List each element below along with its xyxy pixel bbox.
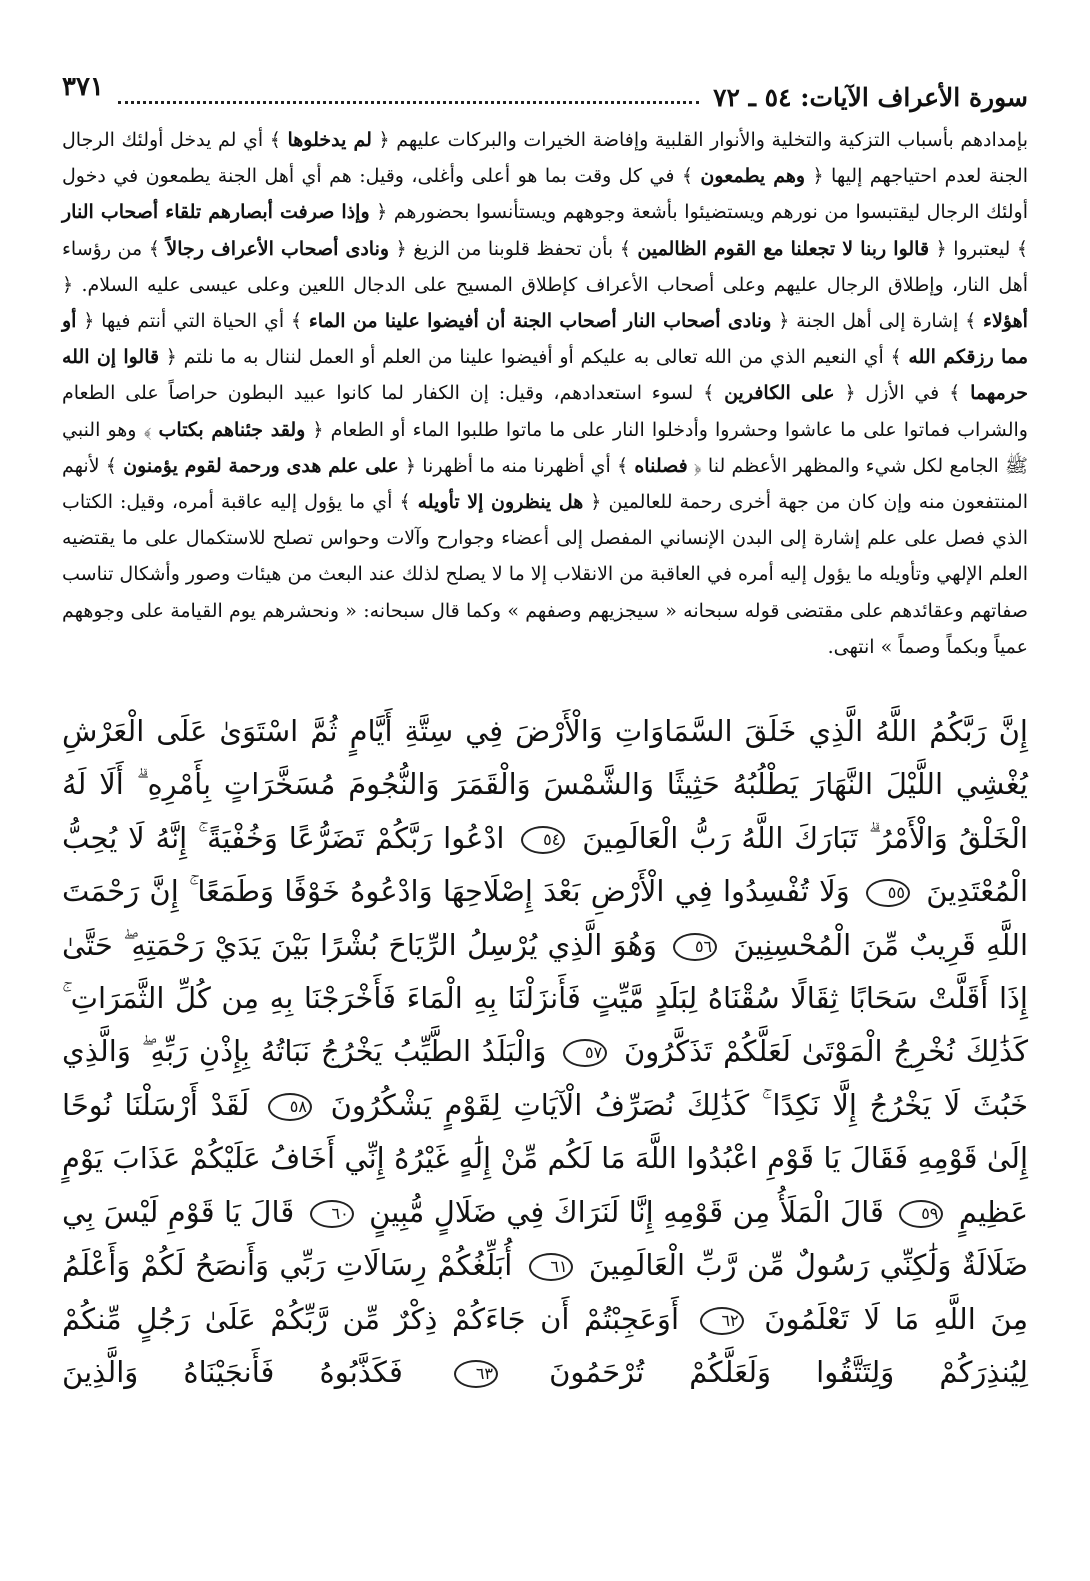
- quoted-verse-text: على الكافرين: [724, 382, 835, 405]
- commentary-run: في الأزل: [855, 382, 950, 405]
- ornate-bracket-close: ﴾: [105, 454, 124, 477]
- ornate-bracket-open: ﴿: [76, 310, 95, 333]
- quoted-verse-segment: [617, 455, 702, 477]
- ornate-bracket-close: ﴾: [143, 418, 159, 441]
- quoted-verse-text: وإذا صرفت أبصارهم تلقاء أصحاب النار: [62, 201, 370, 224]
- ornate-bracket-open: ﴿: [389, 237, 407, 260]
- ornate-bracket-close: ﴾: [890, 346, 909, 369]
- ornate-bracket-open: ﴿: [771, 310, 790, 333]
- quoted-verse-text: فصلناه: [634, 454, 688, 477]
- quoted-verse-segment: [682, 165, 824, 187]
- ornate-bracket-open: ﴿: [305, 418, 324, 441]
- quoted-verse-text: على علم هدى ورحمة لقوم يؤمنون: [123, 454, 399, 477]
- commentary-run: إشارة إلى أهل الجنة: [789, 310, 966, 333]
- ornate-bracket-close: ﴾: [290, 310, 309, 333]
- verse-text: قَالَ الْمَلَأُ مِن قَوْمِهِ إِنَّا لَنَرَاكَ فِي ضَلَالٍ مُّبِينٍ: [369, 1194, 884, 1229]
- ornate-bracket-close: ﴾: [1016, 237, 1028, 260]
- commentary-text: [62, 122, 1028, 665]
- ayah-number-marker: ٥٤: [521, 826, 565, 854]
- verse-text: فَكَذَّبُوهُ فَأَنجَيْنَاهُ وَالَّذِينَ: [62, 1354, 403, 1389]
- ornate-bracket-open: ﴿: [159, 346, 177, 369]
- verse-text: أُبَلِّغُكُمْ رِسَالَاتِ رَبِّي وَأَنصَحُ لَكُمْ وَأَعْلَمُ مِنَ اللَّهِ مَا لَا تَعْلَمُونَ: [62, 1248, 1028, 1336]
- ornate-bracket-close: ﴾: [619, 237, 638, 260]
- quoted-verse-text: أو مما رزقكم الله: [62, 310, 1028, 369]
- quoted-verse-segment: [620, 238, 947, 260]
- header-dotted-leader: [118, 101, 699, 104]
- commentary-run: أي أظهرنا منه ما أظهرنا: [416, 454, 617, 477]
- ornate-bracket-open: ﴿: [369, 201, 388, 224]
- quoted-verse-text: قالوا ربنا لا تجعلنا مع القوم الظالمين: [637, 237, 930, 260]
- verse-text: ادْعُوا رَبَّكُمْ تَضَرُّعًا وَخُفْيَةً ۚ إِنَّهُ لَا يُحِبُّ الْمُعْتَدِينَ: [62, 820, 1029, 909]
- commentary-run: لسوء استعدادهم، وقيل: إن الكفار لما كانوا عبيد البطون حراصاً على الطعام والشراب فماتوا على ما عاشوا وحشروا وأدخلوا النار على ما ماتوا طلبوا الماء أو الطعام: [62, 382, 1028, 441]
- ornate-bracket-open: ﴿: [371, 129, 390, 151]
- ornate-bracket-open: ﴿: [687, 454, 702, 477]
- verse-text: لَقَدْ أَرْسَلْنَا نُوحًا إِلَىٰ قَوْمِهِ فَقَالَ يَا قَوْمِ اعْبُدُوا اللَّهَ مَا لَكُم مِّنْ إِلَٰهٍ غَيْرُهُ إِنِّي أَخَافُ عَلَيْكُمْ عَذَابَ يَوْمٍ عَظِيمٍ: [62, 1087, 1029, 1229]
- surah-header-title: سورة الأعراف الآيات: ٥٤ ـ ٧٢: [713, 83, 1028, 112]
- ornate-bracket-close: ﴾: [399, 491, 418, 514]
- ayah-number-marker: ٦٠: [310, 1200, 354, 1228]
- commentary-run: أي لم يدخل أولئك الرجال الجنة لعدم احتياجهم إليها: [62, 129, 1028, 188]
- quoted-verse-text: هل ينظرون إلا تأويله: [417, 491, 584, 514]
- quoted-verse-text: ونادى أصحاب الأعراف رجالاً: [166, 237, 390, 260]
- ornate-bracket-close: ﴾: [949, 382, 971, 405]
- verse-text: أَوَعَجِبْتُمْ أَن جَاءَكُمْ ذِكْرٌ مِّن رَّبِّكُمْ عَلَىٰ رَجُلٍ مِّنكُمْ لِيُنذِرَكُمْ وَلِتَتَّقُوا وَلَعَلَّكُمْ تُرْحَمُونَ: [62, 1301, 1028, 1389]
- quoted-verse-segment: [149, 238, 407, 260]
- quoted-verse-text: لم يدخلوها: [287, 129, 372, 151]
- ornate-bracket-close: ﴾: [616, 454, 635, 477]
- ornate-bracket-open: ﴿: [62, 273, 74, 296]
- ayah-number-marker: ٥٨: [268, 1093, 312, 1121]
- ayah-number-marker: ٦١: [529, 1253, 573, 1281]
- quoted-verse-segment: [399, 491, 601, 513]
- book-page: [62, 52, 1028, 1542]
- verse-text: وَهُوَ الَّذِي يُرْسِلُ الرِّيَاحَ بُشْرًا بَيْنَ يَدَيْ رَحْمَتِهِ ۖ حَتَّىٰ إِذَا أَقَلَّتْ سَحَابًا ثِقَالًا سُقْنَاهُ لِبَلَدٍ مَّيِّتٍ فَأَنزَلْنَا بِهِ الْمَاءَ فَأَخْرَجْنَا بِهِ مِن كُلِّ الثَّمَرَاتِ ۚ كَذَٰلِكَ نُخْرِجُ الْمَوْتَىٰ لَعَلَّكُمْ تَذَكَّرُونَ: [62, 927, 1029, 1069]
- ornate-bracket-open: ﴿: [805, 165, 824, 188]
- commentary-run: في كل وقت بما هو أعلى وأغلى، وقيل: هم أي أهل الجنة يطمعون في دخول أولئك الرجال ليقتبسوا من نورهم ويستضيئوا بأشعة وجوههم ويستأنسوا بحضورهم: [62, 165, 1028, 224]
- ornate-bracket-open: ﴿: [583, 491, 602, 514]
- quoted-verse-text: قالوا إن الله حرمهما: [62, 346, 1028, 405]
- ornate-bracket-open: ﴿: [929, 237, 947, 260]
- commentary-run: وهو النبي ﷺ الجامع لكل شيء والمظهر الأعظم لنا: [62, 418, 1028, 477]
- ornate-bracket-open: ﴿: [834, 382, 856, 405]
- quran-verses: [62, 705, 1028, 1399]
- ayah-number-marker: ٥٥: [866, 879, 910, 907]
- page-number: ٣٧١: [62, 72, 104, 102]
- commentary-run: لأنهم المنتفعون منه وإن كان من جهة أخرى رحمة للعالمين: [62, 454, 1028, 514]
- ornate-bracket-close: ﴾: [703, 382, 725, 405]
- ayah-number-marker: ٦٣: [454, 1360, 498, 1388]
- verse-text: قَالَ يَا قَوْمِ لَيْسَ بِي ضَلَالَةٌ وَلَٰكِنِّي رَسُولٌ مِّن رَّبِّ الْعَالَمِينَ: [62, 1194, 1029, 1283]
- verse-text: إِنَّ رَبَّكُمُ اللَّهُ الَّذِي خَلَقَ السَّمَاوَاتِ وَالْأَرْضَ فِي سِتَّةِ أَيَّامٍ ثُمَّ اسْتَوَىٰ عَلَى الْعَرْشِ يُغْشِي اللَّيْلَ النَّهَارَ يَطْلُبُهُ حَثِيثًا وَالشَّمْسَ وَالْقَمَرَ وَالنُّجُومَ مُسَخَّرَاتٍ بِأَمْرِهِ ۗ أَلَا لَهُ الْخَلْقُ وَالْأَمْرُ ۗ تَبَارَكَ اللَّهُ رَبُّ الْعَالَمِينَ: [62, 714, 1028, 855]
- commentary-run: بأن تحفظ قلوبنا من الزيغ: [406, 237, 620, 260]
- quoted-verse-segment: [291, 310, 789, 332]
- quoted-verse-segment: [270, 129, 390, 151]
- quoted-verse-segment: [703, 382, 855, 404]
- ornate-bracket-close: ﴾: [965, 310, 984, 333]
- quoted-verse-segment: [144, 419, 324, 441]
- commentary-run: بإمدادهم بأسباب التزكية والتخلية والأنوار القلبية وإفاضة الخيرات والبركات عليهم: [389, 129, 1028, 151]
- ayah-number-marker: ٥٦: [673, 933, 717, 961]
- ayah-number-marker: ٥٩: [899, 1200, 943, 1228]
- commentary-run: أي ما يؤول إليه عاقبة أمره، وقيل: الكتاب الذي فصل على علم إشارة إلى البدن الإنساني المفصل إلى أعضاء وجوارح وآلات وحواس تصلح للاستكمال على ما يقتضيه العلم الإلهي وتأويله ما يؤول إليه أمره في العاقبة من الانقلاب إلا ما لا يصلح لذلك عند البعث من هيئات وصور وأشكال تناسب صفاتهم وعقائدهم على مقتضى قوله سبحانه « سيجزيهم وصفهم » وكما قال سبحانه: « ونحشرهم يوم القيامة على وجوههم عمياً وبكماً وصماً » انتهى.: [62, 491, 1028, 658]
- ayah-number-marker: ٦٢: [700, 1307, 744, 1335]
- quoted-verse-text: ونادى أصحاب النار أصحاب الجنة أن أفيضوا علينا من الماء: [308, 310, 772, 333]
- page-header: [62, 52, 1028, 112]
- quoted-verse-segment: [106, 455, 416, 477]
- commentary-run: أي الحياة التي أنتم فيها: [94, 310, 291, 333]
- quoted-verse-text: أهؤلاء: [983, 310, 1028, 333]
- quoted-verse-text: وهم يطمعون: [700, 165, 806, 188]
- ornate-bracket-close: ﴾: [269, 129, 288, 151]
- ornate-bracket-open: ﴿: [398, 454, 417, 477]
- commentary-run: أي النعيم الذي من الله تعالى به عليكم أو أفيضوا علينا من العلم أو العمل لننال به ما نلتم: [176, 346, 891, 369]
- verse-text: وَلَا تُفْسِدُوا فِي الْأَرْضِ بَعْدَ إِصْلَاحِهَا وَادْعُوهُ خَوْفًا وَطَمَعًا ۚ إِنَّ رَحْمَتَ اللَّهِ قَرِيبٌ مِّنَ الْمُحْسِنِينَ: [62, 874, 1029, 962]
- ayah-number-marker: ٥٧: [563, 1039, 607, 1067]
- quoted-verse-text: ولقد جئناهم بكتاب: [158, 418, 306, 441]
- commentary-run: ليعتبروا: [946, 237, 1017, 260]
- verse-text: وَالْبَلَدُ الطَّيِّبُ يَخْرُجُ نَبَاتُهُ بِإِذْنِ رَبِّهِ ۖ وَالَّذِي خَبُثَ لَا يَخْرُجُ إِلَّا نَكِدًا ۚ كَذَٰلِكَ نُصَرِّفُ الْآيَاتِ لِقَوْمٍ يَشْكُرُونَ: [62, 1034, 1029, 1122]
- ornate-bracket-close: ﴾: [681, 165, 701, 188]
- ornate-bracket-close: ﴾: [148, 237, 167, 260]
- commentary-run: من رؤساء أهل النار، وإطلاق الرجال عليهم وعلى أصحاب الأعراف كإطلاق المسيح على الدجال اللعين وعلى عيسى عليه السلام.: [62, 237, 1028, 296]
